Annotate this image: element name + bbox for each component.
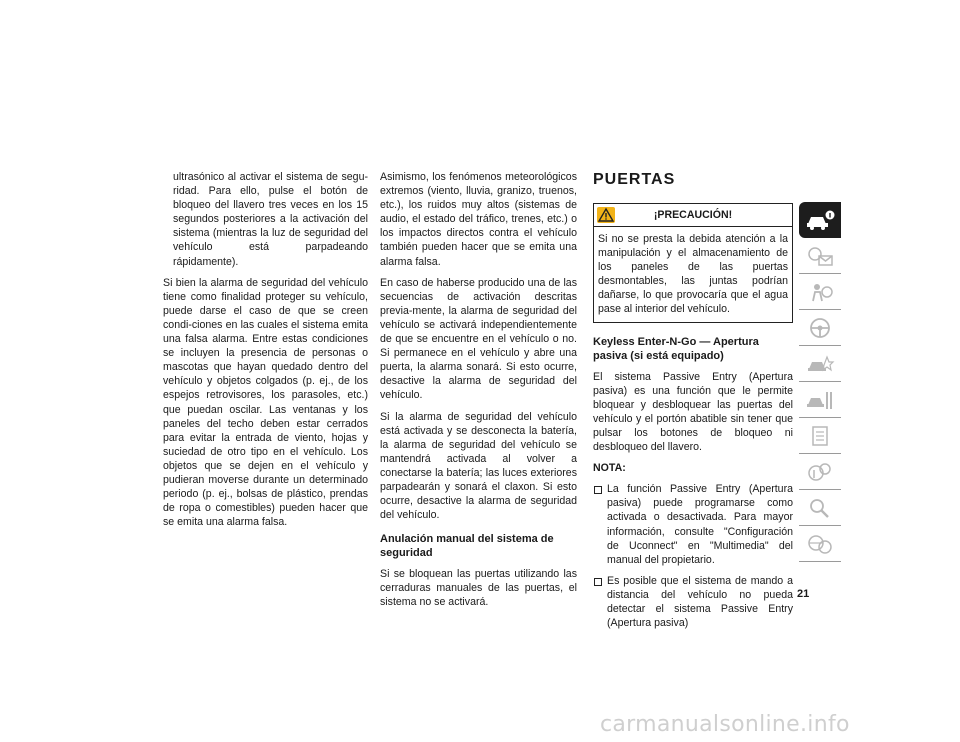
tab-maintenance[interactable] (799, 382, 841, 418)
music-nav-icon (805, 461, 835, 483)
manual-locks-paragraph: Si se bloquean las puertas utilizando las cerraduras manuales de las puertas, el sistema no se activará. (380, 568, 577, 609)
page-number: 21 (797, 588, 810, 600)
passive-entry-paragraph: El sistema Passive Entry (Apertura pasiva) es una función que le permite bloquear y desbloquear las puertas del vehículo y el portón abatible sin tener que pulsar los botones de bloqueo ni desbloqueo del llavero. (593, 370, 793, 454)
column-middle (380, 170, 577, 617)
column-right (593, 170, 793, 637)
column-left (163, 170, 368, 536)
warning-icon (597, 207, 615, 223)
activation-paragraph: En caso de haberse producido una de las secuencias de activación descritas previa-mente, la alarma de seguridad del vehículo se activará independientemente de que se encuentre en el vehículo o no. Si permanece en el vehículo y abre una puerta, la alarma sonará. Si esto ocurre, desactive la alarma de seguridad del vehículo. (380, 276, 577, 402)
magnifier-icon (805, 497, 835, 519)
tab-safety[interactable] (799, 274, 841, 310)
battery-paragraph: Si la alarma de seguridad del vehículo está activada y se desconecta la batería, la alarma de seguridad del vehículo se mantendrá activada al volver a conectarse la batería; las luces exteriores parpadearán y sonará el claxon. Si esto ocurre, desactive la alarma de seguridad del vehículo. (380, 410, 577, 522)
list-item (593, 574, 793, 630)
bullet-text: Es posible que el sistema de mando a distancia del vehículo no pueda detectar el sistema Passive Entry (Apertura pasiva) (607, 574, 793, 630)
tab-messages[interactable] (799, 238, 841, 274)
bullet-text: La función Passive Entry (Apertura pasiva) puede programarse como activada o desactivada. Para mayor información, consulte "Configuración de Uconnect" en "Multimedia" del manual del propietario. (607, 483, 793, 566)
tab-languages[interactable] (799, 526, 841, 562)
airbag-icon (805, 281, 835, 303)
weather-paragraph: Asimismo, los fenómenos meteorológicos extremos (viento, lluvia, granizo, truenos, etc.), los ruidos muy altos (sistemas de audio, el estado del tráfico, trenes, etc.) o los impactos directos contra el vehículo también pueden hacer que se emita una alarma falsa. (380, 171, 577, 268)
caution-title: ¡PRECAUCIÓN! (653, 208, 733, 221)
bullet-box-icon (594, 486, 602, 494)
keyless-heading: Keyless Enter-N-Go — Apertura pasiva (si está equipado) (593, 335, 759, 362)
tab-emergency[interactable] (799, 346, 841, 382)
car-info-icon (805, 209, 835, 231)
car-tools-icon (805, 389, 835, 411)
caution-text: Si no se presta la debida atención a la manipulación y el almacenamiento de los paneles de las puertas desmontables, las juntas podrían dañarse, lo que provocaría que el agua pase al interior del vehículo. (598, 233, 788, 316)
watermark: carmanualsonline.info (600, 712, 850, 737)
language-icon (805, 533, 835, 555)
false-alarm-paragraph: Si bien la alarma de seguridad del vehículo tiene como finalidad proteger su vehículo, puede darse el caso de que se creen condi-ciones en las cuales el sistema emita una falsa alarma. Entre estas condiciones se incluyen la presencia de personas o mascotas que hayan quedado dentro del vehículo y objetos colgados (p. ej., de los espejos retrovisores, los parasoles, etc.) que puedan oscilar. Las ventanas y los paneles del techo deben estar cerrados para evitar la entrada de viento, hojas y suciedad de otro tipo en el vehículo. Los objetos que se dejen en el vehículo y pudieran moverse durante un determinado periodo (p. ej., bolsas de plástico, prendas de ropa o comestibles) pueden hacer que se emita una alarma falsa. (163, 276, 368, 529)
crash-icon (805, 353, 835, 375)
tab-specifications[interactable] (799, 418, 841, 454)
manual-override-heading: Anulación manual del sistema de seguridad (380, 533, 554, 560)
chapter-tabs (799, 202, 841, 562)
steering-wheel-icon (805, 317, 835, 339)
checklist-icon (805, 425, 835, 447)
tab-car-info[interactable] (799, 202, 841, 238)
tab-index[interactable] (799, 490, 841, 526)
bullet-box-icon (594, 578, 602, 586)
section-title: PUERTAS (593, 171, 676, 188)
caution-header (594, 204, 792, 227)
list-item (593, 482, 793, 567)
caution-box (593, 203, 793, 323)
mail-icon (805, 245, 835, 267)
note-label: NOTA: (593, 462, 626, 475)
continuation-paragraph: ultrasónico al activar el sistema de segu-ridad. Para ello, pulse el botón de bloqueo del llavero tres veces en los 15 segundos posteriores a la activación del sistema (mientras la luz de seguridad del vehículo está parpadeando rápidamente). (173, 171, 368, 268)
tab-driving[interactable] (799, 310, 841, 346)
tab-multimedia[interactable] (799, 454, 841, 490)
